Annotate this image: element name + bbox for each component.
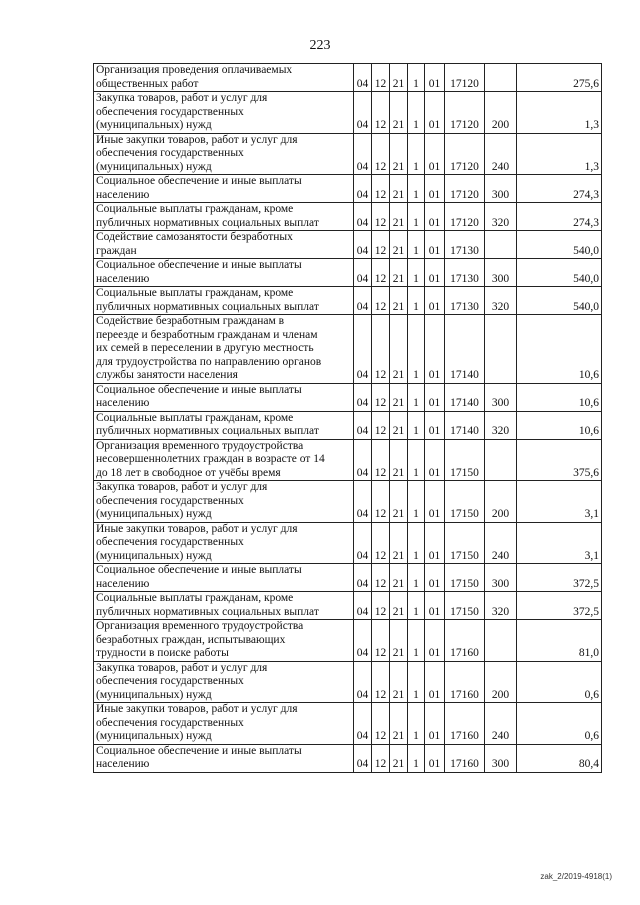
row-name-line: обеспечения государственных bbox=[96, 147, 244, 159]
code-program: 21 bbox=[390, 411, 408, 439]
code-main-event: 01 bbox=[425, 592, 445, 620]
code-section: 04 bbox=[354, 703, 372, 745]
expense-type: 300 bbox=[485, 744, 517, 772]
code-direction: 17130 bbox=[445, 259, 485, 287]
row-name bbox=[94, 481, 354, 523]
code-subprogram: 1 bbox=[408, 383, 425, 411]
row-name bbox=[94, 92, 354, 134]
row-name-line: Иные закупки товаров, работ и услуг для bbox=[96, 522, 298, 535]
table-row bbox=[94, 411, 602, 439]
row-name bbox=[94, 175, 354, 203]
code-direction: 17150 bbox=[445, 564, 485, 592]
table-row bbox=[94, 661, 602, 703]
expense-type: 320 bbox=[485, 203, 517, 231]
table-body bbox=[94, 64, 602, 773]
code-section: 04 bbox=[354, 592, 372, 620]
row-name bbox=[94, 411, 354, 439]
code-subsection: 12 bbox=[372, 592, 390, 620]
row-name-line: публичных нормативных социальных выплат bbox=[96, 425, 319, 437]
code-direction: 17120 bbox=[445, 92, 485, 134]
table-row bbox=[94, 92, 602, 134]
code-subprogram: 1 bbox=[408, 620, 425, 662]
row-name-line: (муниципальных) нужд bbox=[96, 119, 212, 131]
code-main-event: 01 bbox=[425, 481, 445, 523]
amount: 540,0 bbox=[517, 287, 602, 315]
expense-type: 240 bbox=[485, 703, 517, 745]
code-main-event: 01 bbox=[425, 744, 445, 772]
amount: 274,3 bbox=[517, 203, 602, 231]
table-row bbox=[94, 744, 602, 772]
amount: 275,6 bbox=[517, 64, 602, 92]
row-name bbox=[94, 383, 354, 411]
row-name-line: безработных граждан, испытывающих bbox=[96, 633, 286, 646]
code-subsection: 12 bbox=[372, 175, 390, 203]
row-name bbox=[94, 592, 354, 620]
table-row bbox=[94, 439, 602, 481]
amount: 274,3 bbox=[517, 175, 602, 203]
row-name-line: Социальные выплаты гражданам, кроме bbox=[96, 411, 294, 424]
code-main-event: 01 bbox=[425, 703, 445, 745]
code-direction: 17140 bbox=[445, 315, 485, 384]
code-direction: 17130 bbox=[445, 287, 485, 315]
code-main-event: 01 bbox=[425, 133, 445, 175]
row-name-line: Иные закупки товаров, работ и услуг для bbox=[96, 133, 298, 146]
code-subprogram: 1 bbox=[408, 64, 425, 92]
code-section: 04 bbox=[354, 287, 372, 315]
row-name-line: граждан bbox=[96, 244, 137, 257]
expense-type: 320 bbox=[485, 411, 517, 439]
row-name-line: обеспечения государственных bbox=[96, 716, 244, 729]
row-name-line: обеспечения государственных bbox=[96, 675, 244, 687]
row-name-line: Социальное обеспечение и иные выплаты bbox=[96, 744, 302, 757]
amount: 10,6 bbox=[517, 383, 602, 411]
table-row bbox=[94, 481, 602, 523]
code-subprogram: 1 bbox=[408, 92, 425, 134]
code-main-event: 01 bbox=[425, 661, 445, 703]
code-subprogram: 1 bbox=[408, 522, 425, 564]
row-name-line: Социальное обеспечение и иные выплаты bbox=[96, 259, 302, 271]
code-subsection: 12 bbox=[372, 133, 390, 175]
table-row bbox=[94, 522, 602, 564]
code-section: 04 bbox=[354, 620, 372, 662]
code-direction: 17150 bbox=[445, 592, 485, 620]
code-program: 21 bbox=[390, 383, 408, 411]
row-name-line: Содействие самозанятости безработных bbox=[96, 231, 293, 243]
row-name-line: их семей в переселении в другую местность bbox=[96, 342, 314, 354]
row-name-line: Социальные выплаты гражданам, кроме bbox=[96, 287, 294, 299]
code-main-event: 01 bbox=[425, 620, 445, 662]
code-subprogram: 1 bbox=[408, 315, 425, 384]
table-row bbox=[94, 703, 602, 745]
code-direction: 17160 bbox=[445, 744, 485, 772]
row-name-line: Организация проведения оплачиваемых bbox=[96, 64, 293, 76]
code-direction: 17140 bbox=[445, 383, 485, 411]
code-subprogram: 1 bbox=[408, 661, 425, 703]
code-main-event: 01 bbox=[425, 287, 445, 315]
code-section: 04 bbox=[354, 92, 372, 134]
expense-type: 320 bbox=[485, 287, 517, 315]
code-subprogram: 1 bbox=[408, 592, 425, 620]
table-row bbox=[94, 592, 602, 620]
footer-code: zak_2/2019-4918(1) bbox=[540, 872, 612, 881]
row-name bbox=[94, 564, 354, 592]
code-program: 21 bbox=[390, 661, 408, 703]
table-row bbox=[94, 259, 602, 287]
code-direction: 17150 bbox=[445, 522, 485, 564]
code-subprogram: 1 bbox=[408, 439, 425, 481]
code-section: 04 bbox=[354, 383, 372, 411]
expense-type: 300 bbox=[485, 259, 517, 287]
amount: 80,4 bbox=[517, 744, 602, 772]
expense-type: 240 bbox=[485, 522, 517, 564]
code-main-event: 01 bbox=[425, 203, 445, 231]
row-name-line: до 18 лет в свободное от учёбы время bbox=[96, 466, 281, 479]
amount: 375,6 bbox=[517, 439, 602, 481]
row-name bbox=[94, 315, 354, 384]
code-direction: 17120 bbox=[445, 175, 485, 203]
row-name bbox=[94, 231, 354, 259]
row-name-line: обеспечения государственных bbox=[96, 536, 244, 548]
code-section: 04 bbox=[354, 231, 372, 259]
expense-type bbox=[485, 64, 517, 92]
code-main-event: 01 bbox=[425, 259, 445, 287]
amount: 372,5 bbox=[517, 564, 602, 592]
row-name-line: службы занятости населения bbox=[96, 369, 238, 381]
code-section: 04 bbox=[354, 564, 372, 592]
code-subprogram: 1 bbox=[408, 133, 425, 175]
code-subsection: 12 bbox=[372, 92, 390, 134]
row-name-line: Организация временного трудоустройства bbox=[96, 620, 304, 632]
expense-type: 300 bbox=[485, 175, 517, 203]
code-program: 21 bbox=[390, 92, 408, 134]
code-direction: 17120 bbox=[445, 64, 485, 92]
row-name-line: (муниципальных) нужд bbox=[96, 730, 212, 742]
row-name-line: населению bbox=[96, 758, 150, 770]
code-program: 21 bbox=[390, 315, 408, 384]
code-subsection: 12 bbox=[372, 744, 390, 772]
code-program: 21 bbox=[390, 564, 408, 592]
code-program: 21 bbox=[390, 744, 408, 772]
row-name-line: Социальное обеспечение и иные выплаты bbox=[96, 383, 302, 396]
amount: 3,1 bbox=[517, 481, 602, 523]
expense-type: 300 bbox=[485, 564, 517, 592]
expense-type bbox=[485, 439, 517, 481]
code-subsection: 12 bbox=[372, 439, 390, 481]
code-subprogram: 1 bbox=[408, 703, 425, 745]
table-row bbox=[94, 315, 602, 384]
expense-type bbox=[485, 620, 517, 662]
code-main-event: 01 bbox=[425, 175, 445, 203]
row-name bbox=[94, 661, 354, 703]
code-main-event: 01 bbox=[425, 231, 445, 259]
code-section: 04 bbox=[354, 64, 372, 92]
amount: 540,0 bbox=[517, 259, 602, 287]
code-direction: 17150 bbox=[445, 439, 485, 481]
expense-type bbox=[485, 231, 517, 259]
code-direction: 17150 bbox=[445, 481, 485, 523]
code-subsection: 12 bbox=[372, 231, 390, 259]
code-section: 04 bbox=[354, 315, 372, 384]
amount: 81,0 bbox=[517, 620, 602, 662]
code-program: 21 bbox=[390, 439, 408, 481]
expense-type bbox=[485, 315, 517, 384]
code-main-event: 01 bbox=[425, 64, 445, 92]
code-program: 21 bbox=[390, 259, 408, 287]
row-name-line: Иные закупки товаров, работ и услуг для bbox=[96, 703, 298, 715]
code-program: 21 bbox=[390, 64, 408, 92]
code-program: 21 bbox=[390, 231, 408, 259]
row-name bbox=[94, 620, 354, 662]
row-name bbox=[94, 703, 354, 745]
row-name-line: трудности в поиске работы bbox=[96, 647, 229, 659]
code-subsection: 12 bbox=[372, 287, 390, 315]
code-subprogram: 1 bbox=[408, 411, 425, 439]
amount: 372,5 bbox=[517, 592, 602, 620]
row-name bbox=[94, 287, 354, 315]
row-name-line: Закупка товаров, работ и услуг для bbox=[96, 661, 268, 674]
code-main-event: 01 bbox=[425, 522, 445, 564]
row-name bbox=[94, 64, 354, 92]
table-row bbox=[94, 175, 602, 203]
table-row bbox=[94, 203, 602, 231]
row-name bbox=[94, 259, 354, 287]
amount: 540,0 bbox=[517, 231, 602, 259]
code-section: 04 bbox=[354, 744, 372, 772]
code-program: 21 bbox=[390, 175, 408, 203]
row-name-line: переезде и безработным гражданам и членам bbox=[96, 328, 318, 341]
table-row bbox=[94, 287, 602, 315]
code-section: 04 bbox=[354, 259, 372, 287]
amount: 0,6 bbox=[517, 703, 602, 745]
row-name-line: Социальное обеспечение и иные выплаты bbox=[96, 564, 302, 576]
row-name bbox=[94, 439, 354, 481]
expense-type: 320 bbox=[485, 592, 517, 620]
row-name-line: населению bbox=[96, 577, 150, 590]
code-subsection: 12 bbox=[372, 620, 390, 662]
code-program: 21 bbox=[390, 620, 408, 662]
code-program: 21 bbox=[390, 522, 408, 564]
code-subsection: 12 bbox=[372, 259, 390, 287]
code-direction: 17120 bbox=[445, 133, 485, 175]
code-main-event: 01 bbox=[425, 92, 445, 134]
row-name-line: Социальное обеспечение и иные выплаты bbox=[96, 175, 302, 187]
page-number: 223 bbox=[309, 38, 331, 53]
table-row bbox=[94, 564, 602, 592]
row-name bbox=[94, 522, 354, 564]
row-name-line: населению bbox=[96, 272, 150, 285]
code-section: 04 bbox=[354, 481, 372, 523]
table-row bbox=[94, 231, 602, 259]
code-main-event: 01 bbox=[425, 411, 445, 439]
code-subprogram: 1 bbox=[408, 203, 425, 231]
expense-type: 200 bbox=[485, 661, 517, 703]
row-name-line: публичных нормативных социальных выплат bbox=[96, 216, 319, 229]
code-subsection: 12 bbox=[372, 661, 390, 703]
code-section: 04 bbox=[354, 439, 372, 481]
amount: 3,1 bbox=[517, 522, 602, 564]
code-subsection: 12 bbox=[372, 411, 390, 439]
amount: 10,6 bbox=[517, 315, 602, 384]
amount: 10,6 bbox=[517, 411, 602, 439]
row-name-line: (муниципальных) нужд bbox=[96, 160, 212, 173]
expense-type: 200 bbox=[485, 481, 517, 523]
row-name-line: Закупка товаров, работ и услуг для bbox=[96, 92, 268, 104]
code-section: 04 bbox=[354, 133, 372, 175]
code-subprogram: 1 bbox=[408, 231, 425, 259]
row-name-line: для трудоустройства по направлению органов bbox=[96, 355, 322, 368]
table-row bbox=[94, 383, 602, 411]
code-main-event: 01 bbox=[425, 315, 445, 384]
row-name-line: несовершеннолетних граждан в возрасте от 14 bbox=[96, 453, 325, 465]
code-direction: 17140 bbox=[445, 411, 485, 439]
code-subsection: 12 bbox=[372, 64, 390, 92]
row-name-line: обеспечения государственных bbox=[96, 494, 244, 507]
code-subprogram: 1 bbox=[408, 564, 425, 592]
expense-type: 300 bbox=[485, 383, 517, 411]
amount: 0,6 bbox=[517, 661, 602, 703]
code-program: 21 bbox=[390, 133, 408, 175]
code-direction: 17160 bbox=[445, 661, 485, 703]
budget-table bbox=[93, 63, 602, 773]
code-main-event: 01 bbox=[425, 439, 445, 481]
code-direction: 17160 bbox=[445, 620, 485, 662]
table-row bbox=[94, 133, 602, 175]
expense-type: 240 bbox=[485, 133, 517, 175]
code-subprogram: 1 bbox=[408, 259, 425, 287]
row-name-line: (муниципальных) нужд bbox=[96, 508, 212, 520]
row-name-line: публичных нормативных социальных выплат bbox=[96, 300, 319, 313]
amount: 1,3 bbox=[517, 92, 602, 134]
code-subprogram: 1 bbox=[408, 744, 425, 772]
code-program: 21 bbox=[390, 287, 408, 315]
row-name-line: Социальные выплаты гражданам, кроме bbox=[96, 203, 294, 215]
amount: 1,3 bbox=[517, 133, 602, 175]
code-subsection: 12 bbox=[372, 564, 390, 592]
row-name-line: обеспечения государственных bbox=[96, 105, 244, 118]
row-name-line: (муниципальных) нужд bbox=[96, 688, 212, 701]
expense-type: 200 bbox=[485, 92, 517, 134]
code-subprogram: 1 bbox=[408, 481, 425, 523]
code-program: 21 bbox=[390, 203, 408, 231]
code-subsection: 12 bbox=[372, 315, 390, 384]
code-direction: 17130 bbox=[445, 231, 485, 259]
code-section: 04 bbox=[354, 203, 372, 231]
code-section: 04 bbox=[354, 661, 372, 703]
row-name bbox=[94, 744, 354, 772]
code-program: 21 bbox=[390, 703, 408, 745]
row-name bbox=[94, 203, 354, 231]
code-direction: 17120 bbox=[445, 203, 485, 231]
row-name-line: публичных нормативных социальных выплат bbox=[96, 605, 319, 618]
code-subprogram: 1 bbox=[408, 175, 425, 203]
row-name-line: Содействие безработным гражданам в bbox=[96, 315, 285, 327]
code-section: 04 bbox=[354, 522, 372, 564]
code-program: 21 bbox=[390, 592, 408, 620]
code-section: 04 bbox=[354, 411, 372, 439]
row-name-line: Организация временного трудоустройства bbox=[96, 439, 304, 452]
code-subsection: 12 bbox=[372, 481, 390, 523]
code-program: 21 bbox=[390, 481, 408, 523]
code-subprogram: 1 bbox=[408, 287, 425, 315]
row-name bbox=[94, 133, 354, 175]
row-name-line: Закупка товаров, работ и услуг для bbox=[96, 481, 268, 493]
code-subsection: 12 bbox=[372, 203, 390, 231]
code-direction: 17160 bbox=[445, 703, 485, 745]
row-name-line: (муниципальных) нужд bbox=[96, 549, 212, 562]
code-section: 04 bbox=[354, 175, 372, 203]
code-subsection: 12 bbox=[372, 703, 390, 745]
table-row bbox=[94, 64, 602, 92]
code-subsection: 12 bbox=[372, 383, 390, 411]
row-name-line: Социальные выплаты гражданам, кроме bbox=[96, 592, 294, 604]
row-name-line: населению bbox=[96, 397, 150, 409]
code-main-event: 01 bbox=[425, 564, 445, 592]
code-subsection: 12 bbox=[372, 522, 390, 564]
row-name-line: населению bbox=[96, 188, 150, 201]
code-main-event: 01 bbox=[425, 383, 445, 411]
table-row bbox=[94, 620, 602, 662]
row-name-line: общественных работ bbox=[96, 77, 199, 90]
